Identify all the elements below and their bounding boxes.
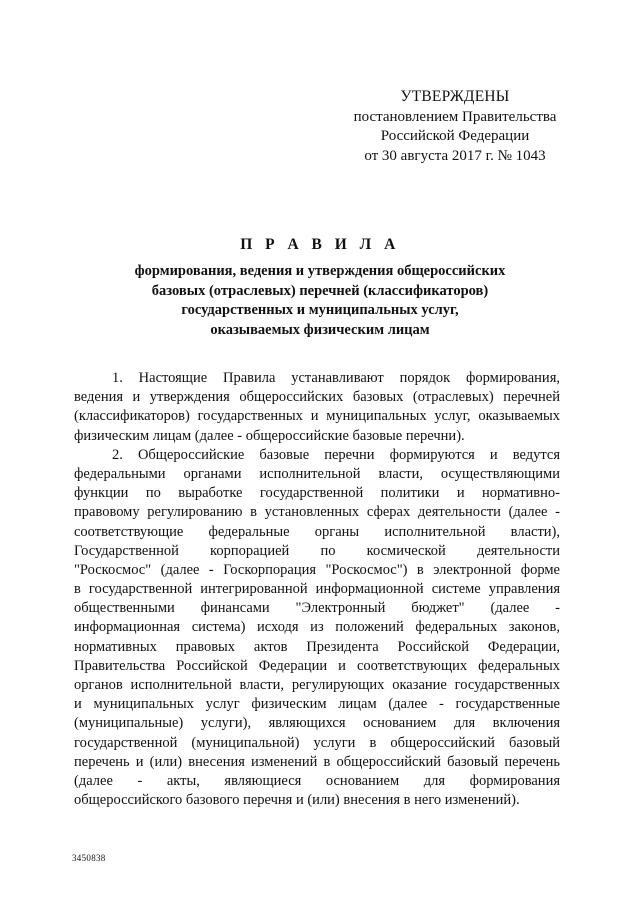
paragraph-line: государственной (муниципальной) услуги в общероссийский базовый xyxy=(74,734,560,751)
paragraph-line: 2. Общероссийские базовые перечни формируются и ведутся xyxy=(112,446,560,463)
paragraph-line: функции по выработке государственной политики и нормативно- xyxy=(74,485,560,502)
paragraph-line: перечень и (или) внесения изменений в общероссийский базовый перечень xyxy=(74,753,560,770)
paragraph-line: Правительства Российской Федерации и соответствующих федеральных xyxy=(74,657,560,674)
paragraph-line: (муниципальные) услуги), являющихся основанием для включения xyxy=(74,715,560,732)
paragraph-line: соответствующие федеральные органы исполнительной власти), xyxy=(74,523,560,540)
paragraph-line: правовому регулированию в установленных сферах деятельности (далее - xyxy=(74,504,560,521)
document-subtitle xyxy=(100,262,540,340)
paragraph-1 xyxy=(74,369,560,446)
paragraph-line: федеральными органами исполнительной власти, осуществляющими xyxy=(74,465,560,482)
approval-line-3: от 30 августа 2017 г. № 1043 xyxy=(364,147,546,164)
paragraph-line: (далее - акты, являющиеся основанием для формирования xyxy=(74,772,560,789)
paragraph-line: ведения и утверждения общероссийских базовых (отраслевых) перечней xyxy=(74,389,560,406)
subtitle-line: оказываемых физическим лицам xyxy=(210,321,430,338)
approval-heading: УТВЕРЖДЕНЫ xyxy=(400,88,510,105)
paragraph-line: физическим лицам (далее - общероссийские базовые перечни). xyxy=(74,427,465,444)
document-body xyxy=(74,369,560,810)
approval-block xyxy=(335,87,575,166)
paragraph-line: информационная система) исходя из положений федеральных законов, xyxy=(74,619,560,636)
approval-line-1: постановлением Правительства xyxy=(353,108,557,125)
paragraph-line: органов исполнительной власти, регулирующих оказание государственных xyxy=(74,677,560,693)
subtitle-line: государственных и муниципальных услуг, xyxy=(181,302,459,318)
paragraph-line: Государственной корпорацией по космической деятельности xyxy=(74,542,560,559)
paragraph-line: в государственной интегрированной информационной системе управления xyxy=(74,581,560,598)
paragraph-2 xyxy=(74,446,560,811)
paragraph-line: общественными финансами "Электронный бюджет" (далее - xyxy=(74,600,560,617)
paragraph-line: 1. Настоящие Правила устанавливают порядок формирования, xyxy=(112,370,560,386)
document-title: П Р А В И Л А xyxy=(240,236,400,253)
paragraph-line: "Роскосмос" (далее - Госкорпорация "Роскосмос") в электронной форме xyxy=(74,561,560,578)
paragraph-line: (классификаторов) государственных и муниципальных услуг, оказываемых xyxy=(74,408,560,425)
paragraph-line: и муниципальных услуг физическим лицам (далее - государственные xyxy=(74,696,560,713)
subtitle-line: базовых (отраслевых) перечней (классификаторов) xyxy=(151,282,489,299)
paragraph-line: общероссийского базового перечня и (или) внесения в него изменений). xyxy=(74,792,520,809)
subtitle-line: формирования, ведения и утверждения общероссийских xyxy=(134,263,506,279)
document-code: 3450838 xyxy=(72,853,106,863)
paragraph-line: нормативных правовых актов Президента Российской Федерации, xyxy=(74,638,560,655)
approval-line-2: Российской Федерации xyxy=(380,128,530,144)
